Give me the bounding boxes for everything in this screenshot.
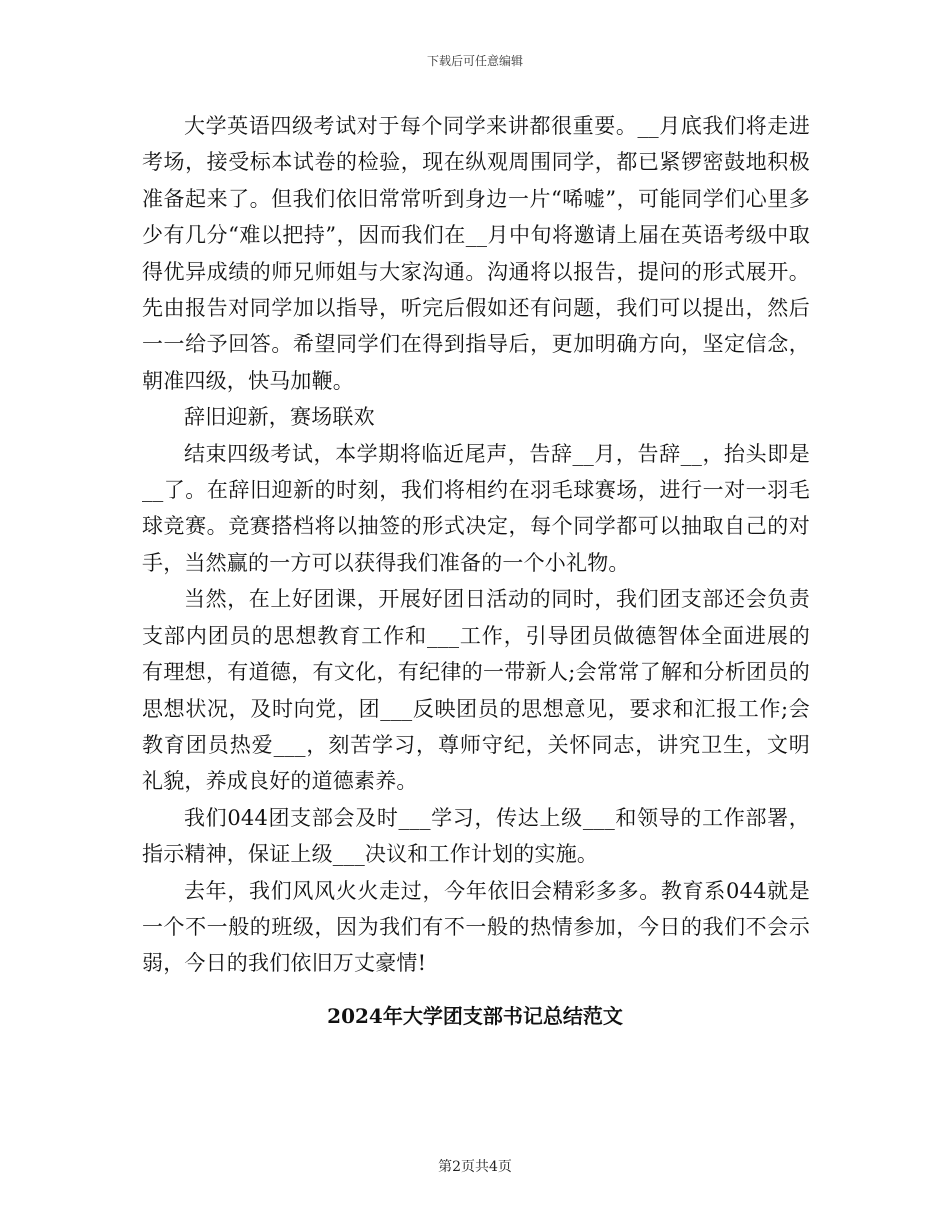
document-title: 2024年大学团支部书记总结范文 [327, 1004, 623, 1028]
document-body [142, 108, 810, 982]
paragraph-cet4-exam: 大学英语四级考试对于每个同学来讲都很重要。__月底我们将走进考场，接受标本试卷的检验，现在纵观周围同学，都已紧锣密鼓地积极准备起来了。但我们依旧常常听到身边一片“唏嘘”，可能同学们心里多少有几分“难以把持”，因而我们在__月中旬将邀请上届在英语考级中取得优异成绩的师兄师姐与大家沟通。沟通将以报告，提问的形式展开。先由报告对同学加以指导，听完后假如还有问题，我们可以提出，然后一一给予回答。希望同学们在得到指导后，更加明确方向，坚定信念，朝准四级，快马加鞭。 [142, 114, 810, 393]
paragraph-education-work: 当然，在上好团课，开展好团日活动的同时，我们团支部还会负责支部内团员的思想教育工作和___工作，引导团员做德智体全面进展的有理想，有道德，有文化，有纪律的一带新人;会常常了解和分析团员的思想状况，及时向党，团___反映团员的思想意见，要求和汇报工作;会教育团员热爱___，刻苦学习，尊师守纪，关怀同志，讲究卫生，文明礼貌，养成良好的道德素养。 [142, 587, 810, 794]
paragraph-branch-study: 我们044团支部会及时___学习，传达上级___和领导的工作部署，指示精神，保证上级___决议和工作计划的实施。 [142, 805, 810, 867]
page-footer: 第2页共4页 [438, 1159, 512, 1175]
page-header: 下载后可任意编辑 [426, 54, 523, 68]
section-heading-farewell: 辞旧迎新，赛场联欢 [184, 405, 375, 430]
paragraph-badminton: 结束四级考试，本学期将临近尾声，告辞__月，告辞__，抬头即是__了。在辞旧迎新的时刻，我们将相约在羽毛球赛场，进行一对一羽毛球竞赛。竞赛搭档将以抽签的形式决定，每个同学都可以抽取自己的对手，当然赢的一方可以获得我们准备的一个小礼物。 [142, 441, 810, 575]
paragraph-last-year: 去年，我们风风火火走过，今年依旧会精彩多多。教育系044就是一个不一般的班级，因为我们有不一般的热情参加，今日的我们不会示弱，今日的我们依旧万丈豪情! [142, 878, 810, 976]
